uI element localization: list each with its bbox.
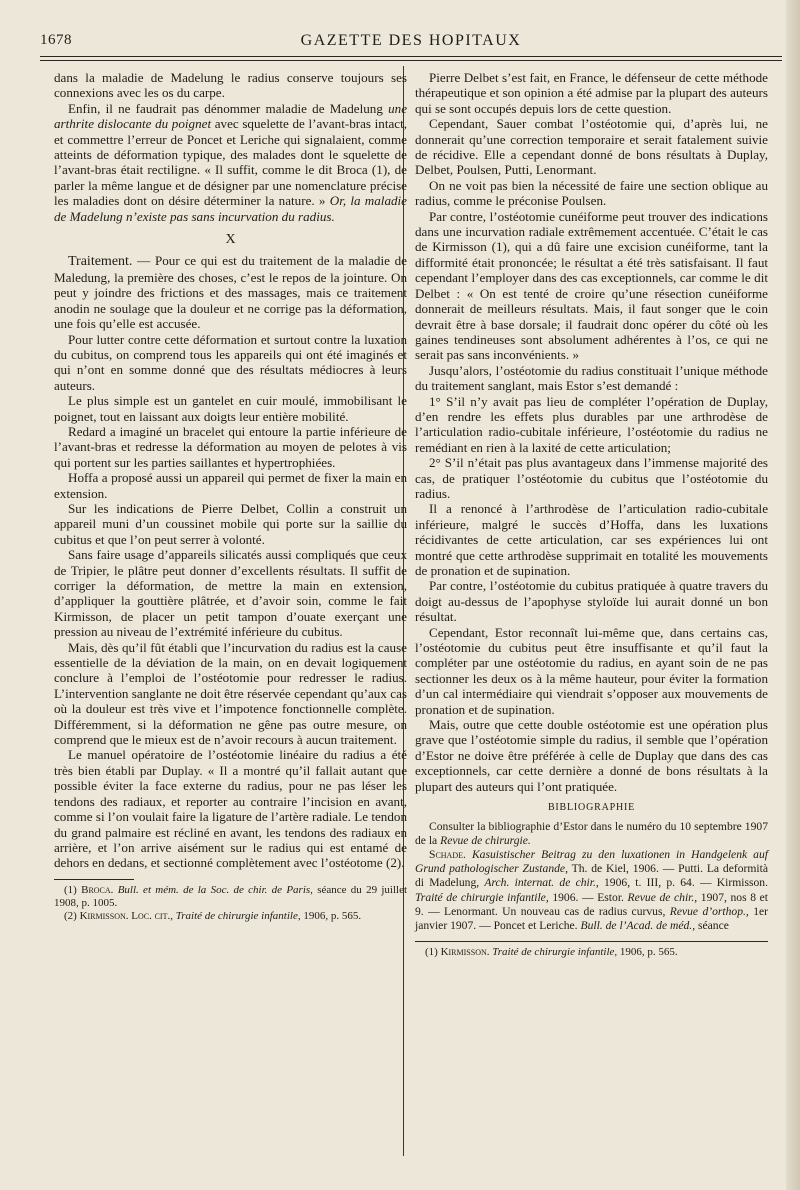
footnote: (1) Kirmisson. Traité de chirurgie infantile, 1906, p. 565.	[425, 946, 678, 959]
footnote: (2) Kirmisson. Loc. cit., Traité de chirurgie infantile, 1906, p. 565.	[64, 909, 362, 922]
paragraph: Pierre Delbet s’est fait, en France, le défenseur de cette méthode thérapeutique et son opinion a été admise par la plupart des auteurs qui se sont occupés depuis lors de cette question.	[415, 70, 768, 116]
page-header	[40, 32, 782, 54]
footnote-rule	[54, 879, 134, 880]
paragraph: Cependant, Sauer combat l’ostéotomie qui, d’après lui, ne donnerait qu’une correction temporaire et serait fatalement suivie de récidive. Elle a cependant donné de bons résultats à Duplay, Delbet, Poulsen, Putti, Lenormant.	[415, 116, 768, 178]
bibliography-entry: Schade. Kasuistischer Beitrag zu den luxationen in Handgelenk auf Grund pathologischer Zustande, Th. de Kiel, 1906. — Putti. La deformità di Madelung, Arch. internat. de chir., 1906, t. III, p. 64. — Kirmisson. Traité de chirurgie infantile, 1906. — Estor. Revue de chir., 1907, nos 8 et 9. — Lenormant. Un nouveau cas de radius curvus, Revue d’orthop., 1er janvier 1907. — Poncet et Leriche. Bull. de l’Acad. de méd., séance	[415, 847, 769, 932]
bibliography-entry: Consulter la bibliographie d’Estor dans le numéro du 10 septembre 1907 de la Revue de chirurgie.	[415, 819, 768, 847]
paragraph: Le plus simple est un gantelet en cuir moulé, immobilisant le poignet, tout en laissant aux doigts leur entière mobilité.	[54, 393, 407, 424]
header-rule	[40, 56, 782, 57]
paragraph: Par contre, l’ostéotomie cunéiforme peut trouver des indications dans une incurvation radiale extrêmement accentuée. C’était le cas de Kirmisson (1), qui a dû faire une excision cunéiforme, tant la difformité était prononcée; le résultat a été très satisfaisant. Il faut cependant l’employer dans des cas exceptionnels, car comme le dit Delbet : « On est tenté de croire qu’une résection cunéiforme donnerait de meilleurs résultats. Mais, il faut songer que le coin devrait être à base dorsale; il faudrait donc opérer du côté où les gaines tendineuses sont absolument adhérentes à l’os, ce qui ne serait pas sans inconvénients. »	[415, 208, 768, 363]
paragraph: dans la maladie de Madelung le radius conserve toujours ses connexions avec les os du carpe.	[54, 70, 407, 101]
paragraph: 2° S’il n’était pas plus avantageux dans l’immense majorité des cas, de pratiquer l’ostéotomie du cubitus que l’ostéotomie du radius.	[415, 455, 768, 501]
footnote: (1) Broca. Bull. et mém. de la Soc. de chir. de Paris, séance du 29 juillet 1908, p. 1005.	[54, 883, 408, 909]
bibliography-heading: BIBLIOGRAPHIE	[547, 802, 636, 814]
paragraph: Sans faire usage d’appareils silicatés aussi compliqués que ceux de Tripier, le plâtre peut donner d’excellents résultats. Il suffit de corriger la déformation, de mettre la main en extension, d’appliquer la gouttière plâtrée, et d’avoir soin, comme le fait Kirmisson, de placer un petit tampon d’ouate exerçant une pression au niveau de l’extrémité inférieure du cubitus.	[54, 547, 407, 640]
paragraph: Le manuel opératoire de l’ostéotomie linéaire du radius a été très bien établi par Duplay. « Il a montré qu’il fallait autant que possible éviter la face externe du radius, pour ne pas léser les tendons des radiaux, et reporter au contraire l’incision en avant, comme si l’on voulait faire la ligature de l’artère radiale. Le tendon du grand palmaire est récliné en avant, les tendons des radiaux en arrière, et l’on arrive aisément sur le radius qui est entamé de dehors en dedans, et sectionné complètement avec l’ostéotome (2).	[54, 747, 407, 871]
page-number: 1678	[40, 32, 72, 48]
paragraph: 1° S’il n’y avait pas lieu de compléter l’opération de Duplay, d’en rendre les effets plus durables par une arthrodèse de l’articulation radio-cubitale inférieure, l’ostéotomie du radius ne remédiant en rien à la laxité de cette articulation;	[415, 393, 768, 455]
paragraph: Enfin, il ne faudrait pas dénommer maladie de Madelung une arthrite dislocante du poignet avec squelette de l’avant-bras intact, et commettre l’erreur de Poncet et Leriche qui signalaient, comme atteints de déformation typique, des malades dont le squelette de l’avant-bras était rectiligne. « Il suffit, comme le dit Broca (1), de parler la même langue et de désigner par une nomenclature précise les maladies dont on désire déterminer la nature. » Or, la maladie de Madelung n’existe pas sans incurvation du radius.	[54, 100, 407, 224]
paragraph: Hoffa a proposé aussi un appareil qui permet de fixer la main en extension.	[54, 470, 407, 501]
left-column	[54, 70, 407, 923]
subsection-title: Traitement.	[68, 254, 133, 270]
paragraph: Redard a imaginé un bracelet qui entoure la partie inférieure de l’avant-bras et redresse la déformation au moyen de pelotes à vis qui portent sur les parties saillantes et hypertrophiées.	[54, 423, 407, 470]
paragraph: Sur les indications de Pierre Delbet, Collin a construit un appareil muni d’un coussinet mobile qui porte sur la saillie du cubitus et que l’on peut serrer à volonté.	[54, 500, 407, 547]
paragraph: Pour lutter contre cette déformation et surtout contre la luxation du cubitus, on comprend tous les appareils qui ont été imaginés et qui n’ont en somme donné que des résultats médiocres à leurs auteurs.	[54, 331, 407, 393]
right-column	[415, 70, 768, 959]
paragraph: Il a renoncé à l’arthrodèse de l’articulation radio-cubitale inférieure, malgré le succès d’Hoffa, dans les luxations récidivantes de cette articulation, car ses expériences lui ont montré que cette arthrodèse supprimait en totalité les mouvements de pronation et de supination.	[415, 501, 768, 578]
section-heading: X	[225, 232, 236, 248]
paragraph: Mais, outre que cette double ostéotomie est une opération plus grave que l’ostéotomie simple du radius, il semble que l’opération d’Estor ne doive être préférée à celle de Duplay que dans des cas exceptionnels, car cette dernière a donné de bons résultats à la plupart des auteurs qui l’ont pratiquée.	[415, 717, 768, 794]
paragraph: Jusqu’alors, l’ostéotomie du radius constituait l’unique méthode du traitement sanglant, mais Estor s’est demandé :	[415, 362, 768, 394]
paragraph: Par contre, l’ostéotomie du cubitus pratiquée à quatre travers du doigt au-dessus de l’apophyse styloïde lui aurait donné un bon résultat.	[415, 578, 768, 625]
paragraph: Mais, dès qu’il fût établi que l’incurvation du radius est la cause essentielle de la déviation de la main, on en devait logiquement conclure à l’emploi de l’ostéotomie pour redresser le radius. L’intervention sanglante ne doit être réservée cependant qu’aux cas où la douleur est très vive et l’impotence fonctionnelle complète. Différemment, si la déformation ne gêne pas outre mesure, on comprend que le mieux est de n’avoir recours à aucun traitement.	[54, 639, 407, 748]
paragraph: Cependant, Estor reconnaît lui-même que, dans certains cas, l’ostéotomie du cubitus peut être insuffisante et qu’il faut la compléter par une ostéotomie du radius, en ayant soin de ne pas sectionner les deux os à la même hauteur, pour éviter la formation d’un cal intermédiaire qui viendrait s’opposer aux mouvements de pronation et de supination.	[415, 624, 768, 717]
page-edge	[786, 0, 800, 1190]
header-rule-thin	[40, 60, 782, 61]
paragraph: Traitement. — Pour ce qui est du traitement de la maladie de Maledung, la première des choses, c’est le repos de la jointure. On peut y joindre des frictions et des massages, mais ce traitement anodin ne soulage que la douleur et ne corrige pas la déformation, une fois qu’elle est accusée.	[54, 253, 407, 332]
journal-title: GAZETTE DES HOPITAUX	[300, 32, 522, 49]
paragraph: On ne voit pas bien la nécessité de faire une section oblique au radius, comme le préconise Poulsen.	[415, 177, 768, 209]
footnote-rule	[415, 941, 768, 942]
